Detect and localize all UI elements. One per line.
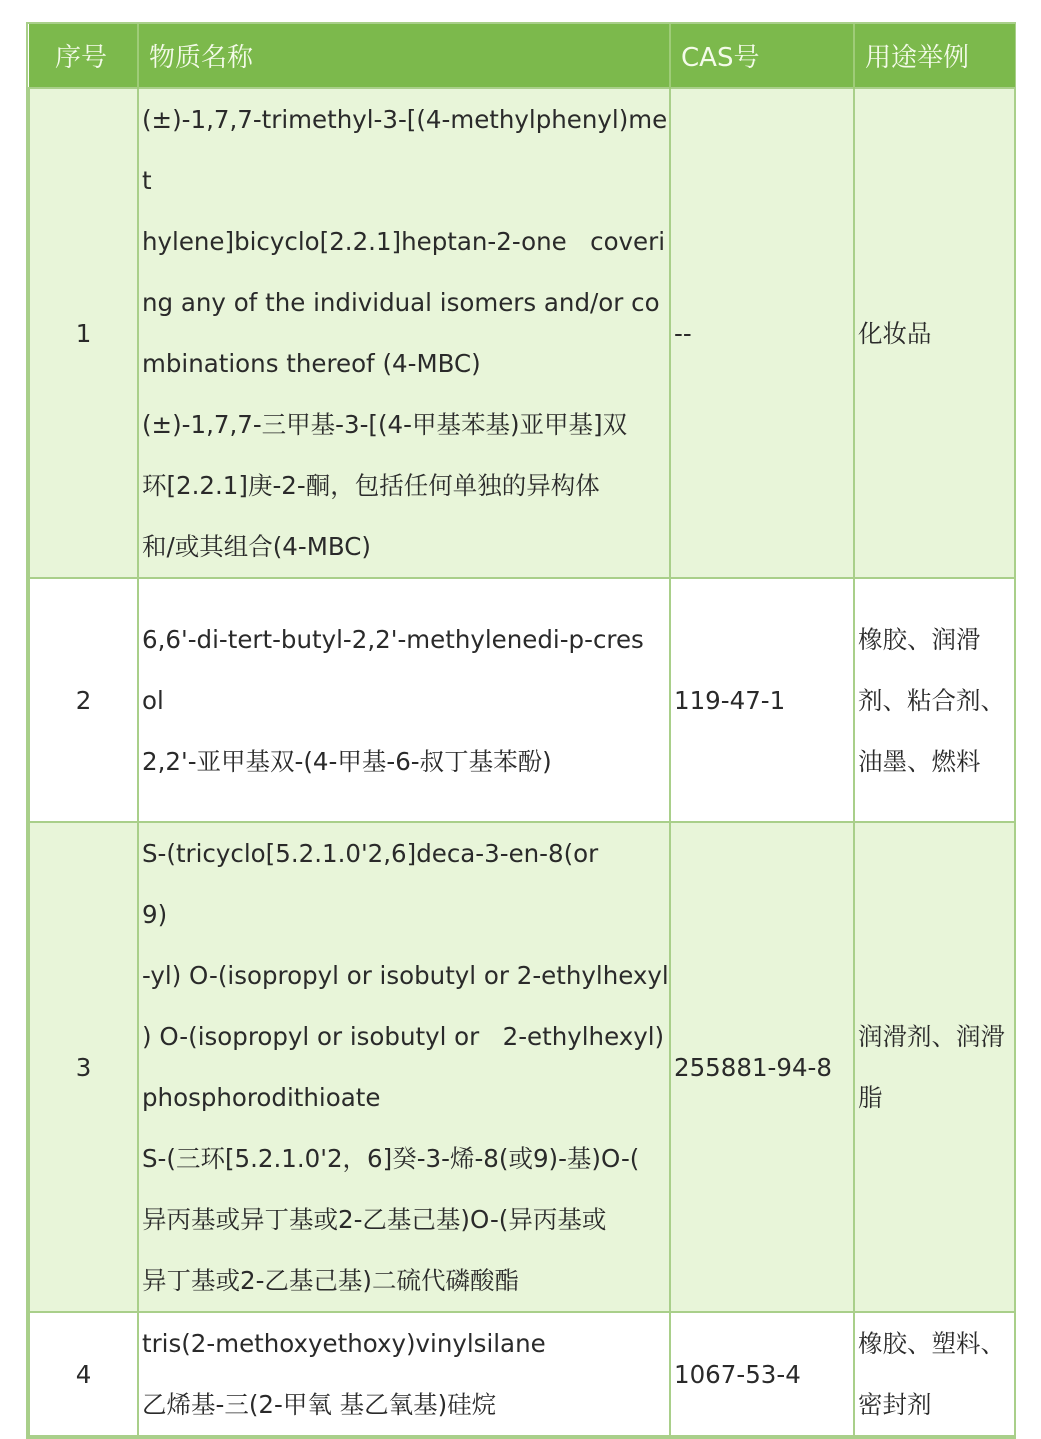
serial-number-cell: 3 (29, 822, 138, 1312)
example-uses-cell: 橡胶、润滑剂、粘合剂、油墨、燃料 (854, 578, 1015, 822)
example-uses-cell: 润滑剂、润滑脂 (854, 822, 1015, 1312)
cas-number-cell: -- (670, 88, 854, 578)
substance-name-line: phosphorodithioate (142, 1083, 381, 1112)
substance-name-cell (138, 822, 670, 1312)
substance-name-line: tris(2-methoxyethoxy)vinylsilane (142, 1329, 546, 1358)
substance-name-line: 异丁基或2-乙基己基)二硫代磷酸酯 (142, 1266, 519, 1295)
substance-name-line: mbinations thereof (4-MBC) (142, 349, 481, 378)
table-header-row (29, 24, 1015, 88)
substance-name-line: 环[2.2.1]庚-2-酮，包括任何单独的异构体 (142, 471, 600, 500)
example-uses-cell: 化妆品 (854, 88, 1015, 578)
cas-number-cell: 1067-53-4 (670, 1312, 854, 1436)
serial-number-cell: 1 (29, 88, 138, 578)
header-cas-number: CAS号 (670, 24, 854, 88)
substance-name-line: S-(tricyclo[5.2.1.0'2,6]deca-3-en-8(or 9) (142, 839, 645, 929)
substance-name-cell (138, 578, 670, 822)
substance-name-line: 乙烯基-三(2-甲氧 基乙氧基)硅烷 (142, 1390, 497, 1419)
substance-name-line: ng any of the individual isomers and/or co (142, 288, 660, 317)
cas-number-cell: 255881-94-8 (670, 822, 854, 1312)
table-row (29, 88, 1015, 578)
substance-name-line: 异丙基或异丁基或2-乙基己基)O-(异丙基或 (142, 1205, 607, 1234)
substance-table-container (26, 22, 1016, 1439)
substance-name-line: hylene]bicyclo[2.2.1]heptan-2-one coveri (142, 227, 666, 256)
header-serial-number: 序号 (29, 24, 138, 88)
serial-number-cell: 2 (29, 578, 138, 822)
substance-name-line: -yl) O-(isopropyl or isobutyl or 2-ethylhexyl (142, 961, 669, 990)
cas-number-cell: 119-47-1 (670, 578, 854, 822)
substance-name-line: S-(三环[5.2.1.0'2，6]癸-3-烯-8(或9)-基)O-( (142, 1144, 640, 1173)
substance-name-line: ol (142, 685, 164, 715)
serial-number-cell: 4 (29, 1312, 138, 1436)
header-example-uses: 用途举例 (854, 24, 1015, 88)
substance-name-line: (±)-1,7,7-trimethyl-3-[(4-methylphenyl)met (142, 105, 668, 195)
substance-table (28, 24, 1016, 1437)
substance-name-line: ) O-(isopropyl or isobutyl or 2-ethylhexyl) (142, 1022, 665, 1051)
substance-name-line: 和/或其组合(4-MBC) (142, 532, 371, 561)
table-row (29, 822, 1015, 1312)
table-row (29, 1312, 1015, 1436)
substance-name-line: (±)-1,7,7-三甲基-3-[(4-甲基苯基)亚甲基]双 (142, 410, 628, 439)
substance-name-line: 6,6'-di-tert-butyl-2,2'-methylenedi-p-cres (142, 624, 644, 654)
table-row (29, 578, 1015, 822)
header-substance-name: 物质名称 (138, 24, 670, 88)
substance-name-line: 2,2'-亚甲基双-(4-甲基-6-叔丁基苯酚) (142, 746, 552, 776)
substance-name-cell (138, 88, 670, 578)
example-uses-cell: 橡胶、塑料、密封剂 (854, 1312, 1015, 1436)
substance-name-cell (138, 1312, 670, 1436)
